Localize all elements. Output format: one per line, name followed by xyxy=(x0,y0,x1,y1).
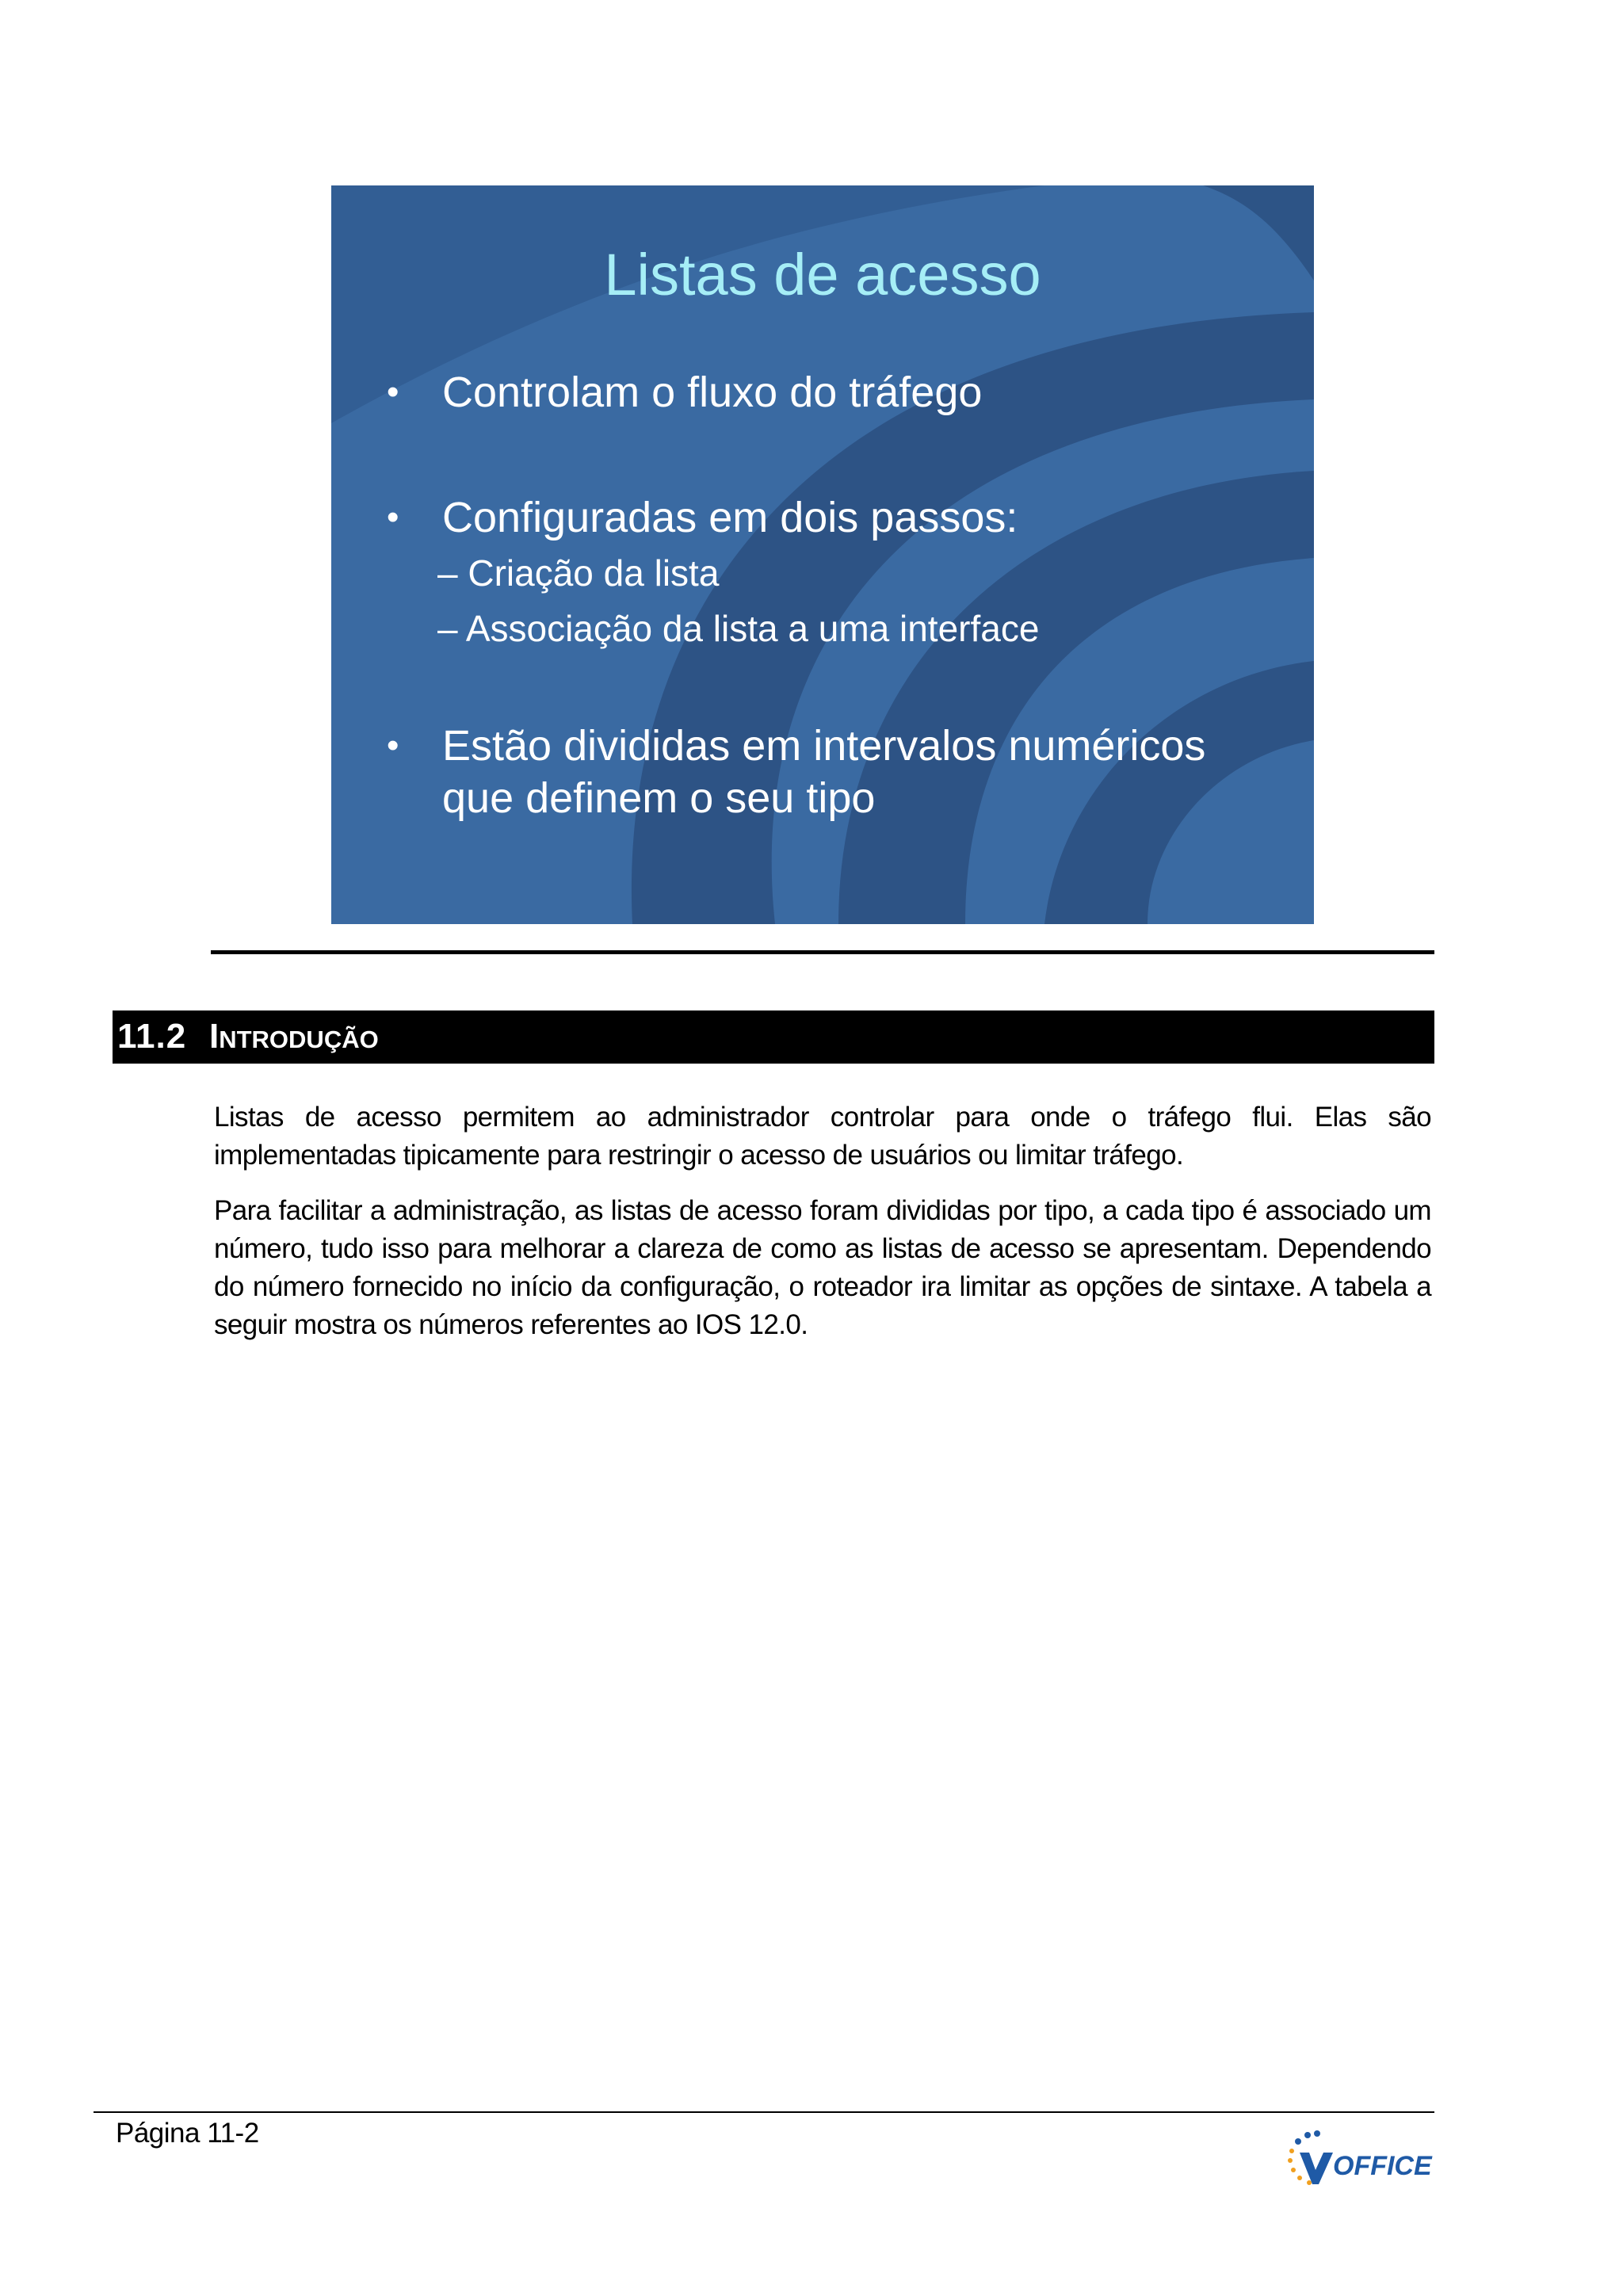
footer-line xyxy=(94,2111,1434,2113)
divider-line xyxy=(211,950,1434,954)
section-heading xyxy=(113,1010,1434,1064)
section-number: 11.2 xyxy=(117,1017,187,1056)
office-logo-icon xyxy=(1277,2115,1436,2194)
paragraph-1: Listas de acesso permitem ao administrador controlar para onde o tráfego flui. Elas são implementadas tipicamente para restringir o acesso de usuários ou limitar tráfego. xyxy=(214,1102,1431,1171)
bullet-dot: • xyxy=(387,498,399,537)
bullet-dot: • xyxy=(387,726,399,765)
slide-title: Listas de acesso xyxy=(604,242,1041,308)
slide-image xyxy=(331,185,1314,924)
page-number: Página 11-2 xyxy=(116,2118,259,2149)
bullet-text: Configuradas em dois passos: xyxy=(442,494,1018,541)
slide-subitem-2: – Associação da lista a uma interface xyxy=(437,608,1040,649)
bullet-text: Estão divididas em intervalos numéricos xyxy=(442,722,1206,770)
paragraph-2: Para facilitar a administração, as listas de acesso foram divididas por tipo, a cada tipo é associado um número, tudo isso para melhorar a clareza de como as listas de acesso se apresentam. Dependendo do número fornecido no início da configuração, o roteador ira limitar as opções de sintaxe. A tabela a seguir mostra os números referentes ao IOS 12.0. xyxy=(214,1195,1431,1340)
bullet-text: Controlam o fluxo do tráfego xyxy=(442,369,983,416)
logo-text: OFFICE xyxy=(1333,2151,1432,2181)
bullet-dot: • xyxy=(387,372,399,411)
bullet-text: que definem o seu tipo xyxy=(442,774,876,822)
slide-subitem-1: – Criação da lista xyxy=(437,552,720,594)
section-title: Introdução xyxy=(209,1017,379,1056)
